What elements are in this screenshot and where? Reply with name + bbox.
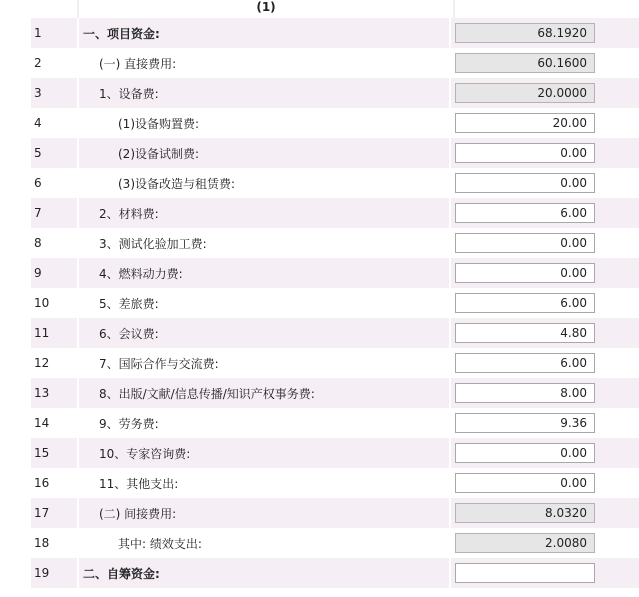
testing-input[interactable]: 0.00 bbox=[455, 233, 595, 253]
table-row bbox=[31, 108, 639, 138]
table-row bbox=[31, 18, 639, 48]
row-number: 10 bbox=[34, 296, 50, 310]
labor-input[interactable]: 9.36 bbox=[455, 413, 595, 433]
table-row bbox=[31, 258, 639, 288]
row-number: 5 bbox=[34, 146, 42, 160]
row-label: 3、测试化验加工费: bbox=[77, 228, 451, 258]
row-number: 13 bbox=[34, 386, 50, 400]
table-header bbox=[31, 0, 639, 18]
international-exchange-input[interactable]: 6.00 bbox=[455, 353, 595, 373]
table-row bbox=[31, 348, 639, 378]
meeting-input[interactable]: 4.80 bbox=[455, 323, 595, 343]
expert-consulting-input[interactable]: 0.00 bbox=[455, 443, 595, 463]
header-value-cell bbox=[455, 0, 639, 18]
row-label: 8、出版/文献/信息传播/知识产权事务费: bbox=[77, 378, 451, 408]
row-number: 16 bbox=[34, 476, 50, 490]
row-number: 1 bbox=[34, 26, 42, 40]
table-row bbox=[31, 78, 639, 108]
table-row bbox=[31, 378, 639, 408]
direct-costs-field: 60.1600 bbox=[455, 53, 595, 73]
row-number: 14 bbox=[34, 416, 50, 430]
table-row bbox=[31, 138, 639, 168]
row-label: 11、其他支出: bbox=[77, 468, 451, 498]
equipment-cost-field: 20.0000 bbox=[455, 83, 595, 103]
row-number: 2 bbox=[34, 56, 42, 70]
row-label: 2、材料费: bbox=[77, 198, 451, 228]
project-funds-total-field: 68.1920 bbox=[455, 23, 595, 43]
row-number: 11 bbox=[34, 326, 50, 340]
equipment-trial-input[interactable]: 0.00 bbox=[455, 143, 595, 163]
row-label: 7、国际合作与交流费: bbox=[77, 348, 451, 378]
row-label: 其中: 绩效支出: bbox=[77, 528, 451, 558]
table-row bbox=[31, 198, 639, 228]
table-row bbox=[31, 168, 639, 198]
equipment-lease-input[interactable]: 0.00 bbox=[455, 173, 595, 193]
table-row bbox=[31, 558, 639, 588]
row-number: 18 bbox=[34, 536, 50, 550]
table-row bbox=[31, 48, 639, 78]
row-number: 4 bbox=[34, 116, 42, 130]
row-label: (二) 间接费用: bbox=[77, 498, 451, 528]
row-number: 17 bbox=[34, 506, 50, 520]
row-label: 5、差旅费: bbox=[77, 288, 451, 318]
row-label: (一) 直接费用: bbox=[77, 48, 451, 78]
header-num-cell bbox=[31, 0, 77, 18]
row-number: 3 bbox=[34, 86, 42, 100]
row-number: 9 bbox=[34, 266, 42, 280]
row-number: 7 bbox=[34, 206, 42, 220]
row-label: 6、会议费: bbox=[77, 318, 451, 348]
other-expenses-input[interactable]: 0.00 bbox=[455, 473, 595, 493]
materials-input[interactable]: 6.00 bbox=[455, 203, 595, 223]
row-label: 二、自筹资金: bbox=[77, 558, 451, 588]
row-label: 10、专家咨询费: bbox=[77, 438, 451, 468]
table-row bbox=[31, 528, 639, 558]
budget-table bbox=[31, 0, 639, 588]
table-row bbox=[31, 288, 639, 318]
row-label: (1)设备购置费: bbox=[77, 108, 451, 138]
row-number: 6 bbox=[34, 176, 42, 190]
row-label: 4、燃料动力费: bbox=[77, 258, 451, 288]
table-row bbox=[31, 318, 639, 348]
table-row bbox=[31, 438, 639, 468]
equipment-purchase-input[interactable]: 20.00 bbox=[455, 113, 595, 133]
row-number: 8 bbox=[34, 236, 42, 250]
publication-ip-input[interactable]: 8.00 bbox=[455, 383, 595, 403]
travel-input[interactable]: 6.00 bbox=[455, 293, 595, 313]
table-row bbox=[31, 498, 639, 528]
row-label: (2)设备试制费: bbox=[77, 138, 451, 168]
row-label: 9、劳务费: bbox=[77, 408, 451, 438]
indirect-costs-field: 8.0320 bbox=[455, 503, 595, 523]
row-label: (3)设备改造与租赁费: bbox=[77, 168, 451, 198]
table-row bbox=[31, 468, 639, 498]
table-row bbox=[31, 408, 639, 438]
table-row bbox=[31, 228, 639, 258]
table-body bbox=[31, 18, 639, 588]
self-raised-funds-input[interactable] bbox=[455, 563, 595, 583]
row-number: 19 bbox=[34, 566, 50, 580]
header-title: (1) bbox=[77, 0, 455, 18]
row-label: 1、设备费: bbox=[77, 78, 451, 108]
performance-expense-field: 2.0080 bbox=[455, 533, 595, 553]
row-label: 一、项目资金: bbox=[77, 18, 451, 48]
row-number: 12 bbox=[34, 356, 50, 370]
fuel-power-input[interactable]: 0.00 bbox=[455, 263, 595, 283]
row-number: 15 bbox=[34, 446, 50, 460]
